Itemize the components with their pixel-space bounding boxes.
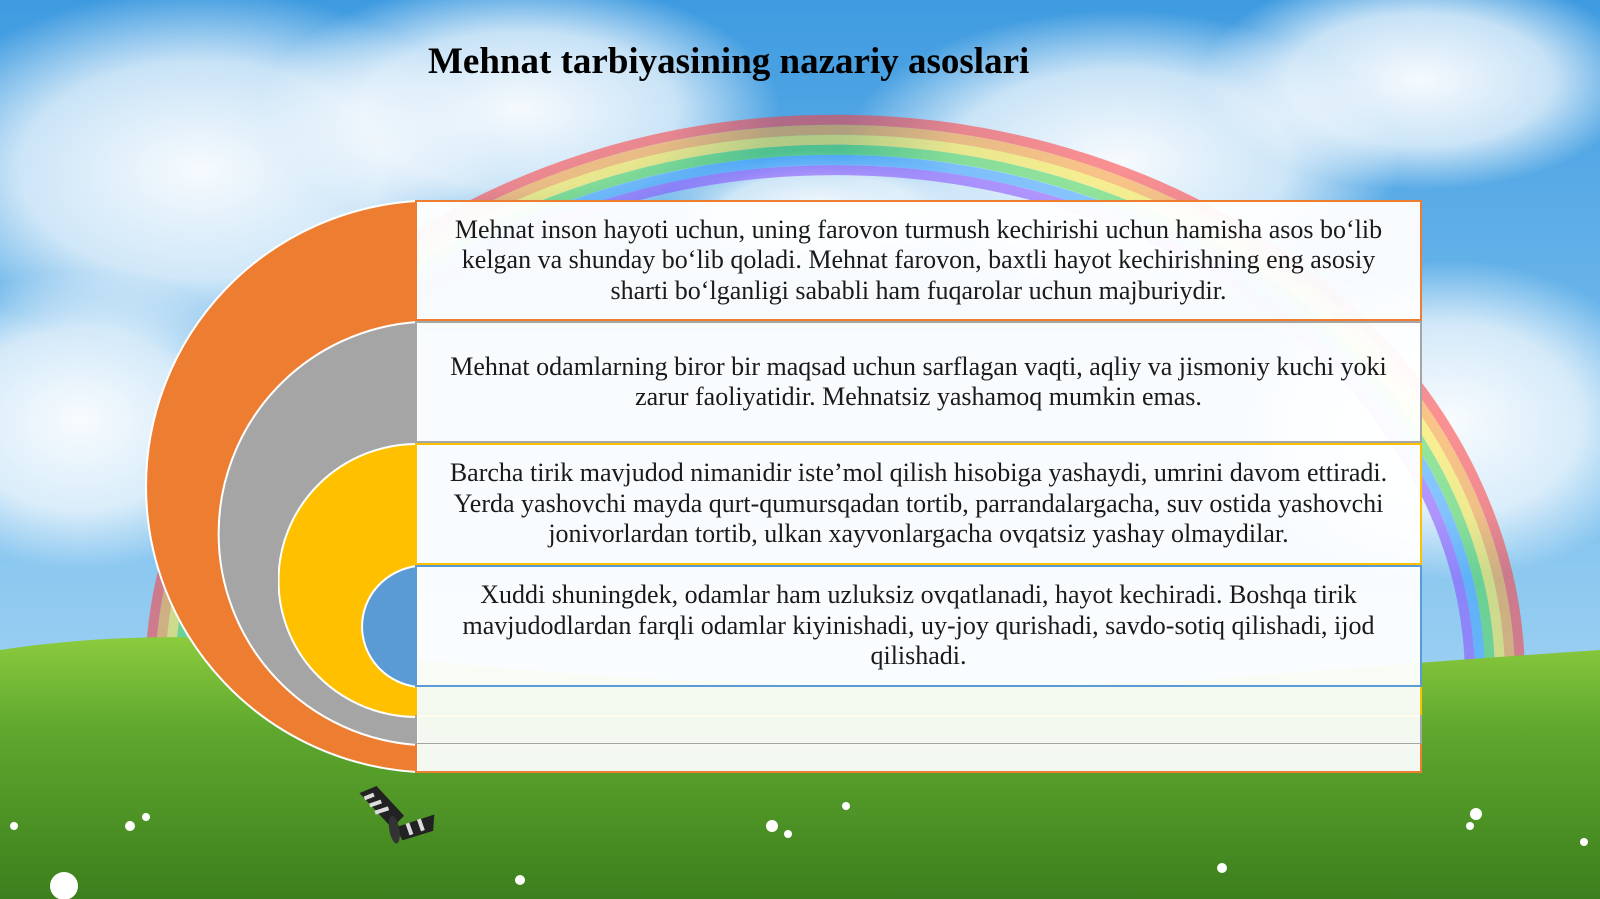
text-box-3 bbox=[415, 443, 1422, 565]
ring-blue bbox=[353, 565, 418, 688]
text-box-4-text: Xuddi shuningdek, odamlar ham uzluksiz ovqatlanadi, hayot kechiradi. Boshqa tirik mavjudodlardan farqli odamlar kiyinishadi, uy-joy qurishadi, savdo-sotiq qilishadi, ijod qilishadi. bbox=[462, 580, 1375, 671]
text-box-1 bbox=[415, 200, 1422, 321]
text-box-2 bbox=[415, 321, 1422, 443]
band-yellow bbox=[415, 686, 1422, 717]
band-orange bbox=[415, 744, 1422, 773]
band-gray bbox=[415, 715, 1422, 745]
text-box-3-text: Barcha tirik mavjudod nimanidir iste’mol qilish hisobiga yashaydi, umrini davom ettiradi. Yerda yashovchi mayda qurt-qumursqadan tortib, parrandalargacha, suv ostida yashovchi jonivorlardan tortib, ulkan xayvonlargacha ovqatsiz yashay olmaydilar. bbox=[449, 458, 1388, 549]
slide-title: Mehnat tarbiyasining nazariy asoslari bbox=[428, 41, 1030, 82]
text-box-4 bbox=[415, 565, 1422, 687]
text-box-2-text: Mehnat odamlarning biror bir maqsad uchun sarflagan vaqti, aqliy va jismoniy kuchi yoki zarur faoliyatidir. Mehnatsiz yashamoq mumkin emas. bbox=[450, 351, 1387, 411]
text-box-1-text: Mehnat inson hayoti uchun, uning farovon turmush kechirishi uchun hamisha asos bo‘lib kelgan va shunday bo‘lib qoladi. Mehnat farovon, baxtli hayot kechirishning eng asosiy sharti bo‘lganligi sababli ham fuqarolar uchun majburiydir. bbox=[454, 214, 1383, 305]
